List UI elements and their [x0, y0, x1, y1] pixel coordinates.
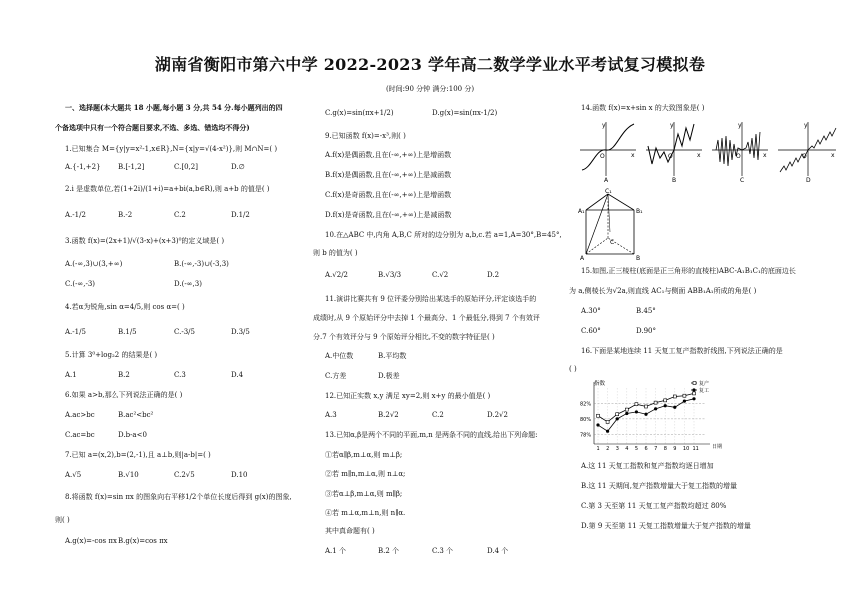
q5-option-d[interactable]: D.4	[231, 371, 244, 379]
q10-option-c[interactable]: C.√2	[432, 271, 449, 279]
graph-a-x-label: x	[631, 152, 635, 159]
prism-label-a: A	[580, 255, 585, 262]
legend-label-fuchan: 复产	[699, 381, 710, 387]
q3-option-c[interactable]: C.(-∞,-3)	[65, 280, 96, 288]
graph-d-x-label: x	[831, 152, 835, 159]
q1-option-c[interactable]: C.[0,2]	[174, 163, 198, 171]
data-point-fuchan	[616, 413, 619, 416]
q15-option-c[interactable]: C.60°	[581, 327, 601, 335]
prism-label-c: C	[610, 239, 615, 246]
q1-option-a[interactable]: A.{-1,+2}	[65, 163, 101, 171]
data-point-fugong	[692, 397, 695, 400]
q14-graphs	[578, 118, 840, 184]
graph-c-label: C	[740, 177, 745, 184]
data-point-fugong	[606, 430, 609, 433]
q12-option-a[interactable]: A.3	[325, 411, 337, 419]
question-14: 14.函数 f(x)=x+sin x 的大致图象是( )	[581, 104, 705, 112]
graph-b-x-label: x	[697, 152, 701, 159]
data-point-fuchan	[693, 392, 696, 395]
data-point-fugong	[683, 400, 686, 403]
q9-option-d[interactable]: D.f(x)是奇函数,且在(-∞,+∞)上是减函数	[325, 211, 452, 219]
data-point-fugong	[673, 406, 676, 409]
question-10-cont: 则 b 的值为( )	[313, 249, 358, 257]
graph-b-origin: O	[668, 153, 673, 160]
data-point-fuchan	[683, 394, 686, 397]
question-7: 7.已知 a=(x,2),b=(2,-1),且 a⊥b,则|a-b|=( )	[65, 451, 211, 459]
graph-d-label: D	[806, 177, 811, 184]
question-5: 5.计算 3⁰+log₂2 的结果是( )	[65, 351, 158, 359]
page-title: 湖南省衡阳市第六中学 2022-2023 学年高二数学学业水平考试复习模拟卷	[154, 55, 706, 74]
q12-option-c[interactable]: C.2	[432, 411, 444, 419]
q14-graph-a	[580, 122, 636, 184]
chart-x-title: 日期	[712, 444, 723, 450]
data-point-fuchan	[597, 414, 600, 417]
q8-option-b[interactable]: B.g(x)=cos πx	[118, 537, 168, 545]
q5-option-a[interactable]: A.1	[65, 371, 77, 379]
q13-option-b[interactable]: B.2 个	[378, 547, 400, 555]
q13-prop-3: ③若α⊥β,m⊥α,则 m∥β;	[325, 490, 403, 498]
q13-prop-2: ②若 m∥n,m⊥α,则 n⊥α;	[325, 470, 406, 478]
data-point-fugong	[654, 407, 657, 410]
q10-option-b[interactable]: B.√3/3	[378, 271, 402, 279]
q15-prism-figure	[578, 188, 658, 262]
x-tick-label: 7	[654, 446, 658, 452]
q7-option-a[interactable]: A.√5	[65, 471, 82, 479]
q11-option-c[interactable]: C.方差	[325, 372, 347, 380]
q12-option-d[interactable]: D.2√2	[487, 411, 508, 419]
q1-option-b[interactable]: B.[-1,2]	[118, 163, 145, 171]
y-tick-label: 82%	[580, 401, 592, 408]
x-tick-label: 6	[644, 446, 648, 452]
data-point-fuchan	[673, 395, 676, 398]
question-16: 16.下面是某地连续 11 天复工复产指数折线图,下列说法正确的是	[581, 347, 783, 355]
x-tick-label: 9	[673, 446, 677, 452]
graph-a-y-label: y	[602, 122, 606, 129]
q8-option-a[interactable]: A.g(x)=-cos πx	[65, 537, 117, 545]
q12-option-b[interactable]: B.2√2	[378, 411, 399, 419]
q6-option-d[interactable]: D.b-a<0	[118, 431, 147, 439]
section-heading-cont: 个备选项中只有一个符合题目要求,不选、多选、错选均不得分)	[55, 123, 250, 132]
question-6: 6.如果 a>b,那么下列说法正确的是( )	[65, 391, 183, 399]
data-point-fugong	[644, 413, 647, 416]
question-13-cont: 其中真命题有( )	[325, 527, 375, 535]
q16-option-c[interactable]: C.第 3 天至第 11 天复工复产指数均超过 80%	[581, 502, 727, 510]
data-point-fugong	[625, 412, 628, 415]
q16-line-chart	[578, 376, 728, 454]
question-15: 15.如图,正三棱柱(底面是正三角形的直棱柱)ABC-A₁B₁C₁的底面边长	[581, 267, 796, 275]
data-point-fuchan	[606, 420, 609, 423]
q11-option-d[interactable]: D.极差	[378, 372, 400, 380]
prism-label-a1: A₁	[578, 208, 585, 215]
graph-a-origin: O	[600, 153, 605, 160]
data-point-fuchan	[654, 401, 657, 404]
q14-graph-b	[646, 122, 702, 184]
q11-option-a[interactable]: A.中位数	[325, 352, 354, 360]
q3-option-a[interactable]: A.(-∞,3)∪(3,+∞)	[65, 260, 123, 268]
graph-b-label: B	[672, 177, 677, 184]
q2-option-b[interactable]: B.-2	[118, 211, 133, 219]
question-10: 10.在△ABC 中,内角 A,B,C 所对的边分别为 a,b,c.若 a=1,A=30°,B=45°,	[325, 231, 562, 239]
q3-option-b[interactable]: B.(-∞,-3)∪(-3,3)	[174, 260, 229, 268]
data-point-fugong	[616, 417, 619, 420]
q6-option-a[interactable]: A.ac>bc	[65, 411, 95, 419]
q5-option-b[interactable]: B.2	[118, 371, 130, 379]
x-tick-label: 8	[663, 446, 667, 452]
x-tick-label: 4	[625, 446, 629, 452]
question-1: 1.已知集合 M={y|y=x²-1,x∈R},N={x|y=√(4-x²)},则 M∩N=( )	[65, 145, 278, 153]
question-12: 12.已知正实数 x,y 满足 xy=2,则 x+y 的最小值是( )	[325, 392, 491, 400]
q2-option-d[interactable]: D.1/2	[231, 211, 250, 219]
question-11-cont: 成绩时,从 9 个原始评分中去掉 1 个最高分、1 个最低分,得到 7 个有效评	[313, 314, 540, 322]
q3-option-d[interactable]: D.(-∞,3)	[174, 280, 202, 288]
data-point-fugong	[596, 423, 599, 426]
q16-option-b[interactable]: B.这 11 天期间,复产指数增量大于复工指数的增量	[581, 482, 737, 490]
data-point-fuchan	[664, 399, 667, 402]
q15-option-b[interactable]: B.45°	[636, 307, 656, 315]
question-9: 9.已知函数 f(x)=-x³,则( )	[325, 132, 406, 140]
x-tick-label: 3	[615, 446, 619, 452]
q5-option-c[interactable]: C.3	[174, 371, 186, 379]
q14-graph-d	[778, 122, 836, 184]
question-16-cont: ( )	[569, 365, 577, 373]
q7-option-d[interactable]: D.10	[231, 471, 248, 479]
y-tick-label: 80%	[580, 416, 592, 423]
chart-y-title: 指数	[594, 381, 606, 387]
exam-info: (时间:90 分钟 满分:100 分)	[385, 85, 475, 93]
graph-d-y-label: y	[804, 122, 808, 129]
question-15-cont: 为 a,侧棱长为√2a,则直线 AC₁与侧面 ABB₁A₁所成的角是( )	[569, 287, 757, 295]
q7-option-b[interactable]: B.√10	[118, 471, 139, 479]
q6-option-c[interactable]: C.ac=bc	[65, 431, 95, 439]
q15-option-a[interactable]: A.30°	[581, 307, 601, 315]
data-point-fuchan	[635, 403, 638, 406]
question-8: 8.将函数 f(x)=sin πx 的图象向右平移1/2个单位长度后得到 g(x)的图象,	[65, 493, 292, 501]
q4-option-b[interactable]: B.1/5	[118, 328, 137, 336]
q4-option-d[interactable]: D.3/5	[231, 328, 250, 336]
q13-option-c[interactable]: C.3 个	[432, 547, 454, 555]
question-2: 2.i 是虚数单位,若(1+2i)/(1+i)=a+bi(a,b∈R),则 a+b 的值是( )	[65, 185, 270, 193]
q10-option-d[interactable]: D.2	[487, 271, 500, 279]
data-point-fuchan	[625, 408, 628, 411]
x-tick-label: 11	[692, 446, 699, 452]
question-11: 11.演讲比赛共有 9 位评委分别给出某选手的原始评分,评定该选手的	[325, 295, 537, 303]
q6-option-b[interactable]: B.ac²<bc²	[118, 411, 154, 419]
x-tick-label: 1	[596, 446, 600, 452]
q2-option-c[interactable]: C.2	[174, 211, 186, 219]
x-tick-label: 2	[606, 446, 610, 452]
data-point-fuchan	[645, 405, 648, 408]
q9-option-b[interactable]: B.f(x)是偶函数,且在(-∞,+∞)上是减函数	[325, 171, 452, 179]
question-13: 13.已知α,β是两个不同的平面,m,n 是两条不同的直线,给出下列命题:	[325, 431, 538, 439]
graph-c-origin: O	[736, 153, 741, 160]
q15-option-d[interactable]: D.90°	[636, 327, 656, 335]
graph-d-origin: O	[802, 153, 807, 160]
question-11-cont2: 分.7 个有效评分与 9 个原始评分相比,不变的数字特征是( )	[313, 333, 495, 341]
q4-option-c[interactable]: C.-3/5	[174, 328, 195, 336]
q9-option-c[interactable]: C.f(x)是奇函数,且在(-∞,+∞)上是增函数	[325, 191, 452, 199]
q13-prop-4: ④若 m⊥α,m⊥n,则 n∥α.	[325, 509, 406, 517]
q14-graph-c	[712, 122, 768, 184]
q13-prop-1: ①若α∥β,m⊥α,则 m⊥β;	[325, 451, 403, 459]
prism-label-b1: B₁	[636, 208, 643, 215]
legend-label-fugong: 复工	[699, 388, 710, 394]
q11-option-b[interactable]: B.平均数	[378, 352, 407, 360]
x-tick-label: 5	[634, 446, 639, 452]
question-3: 3.函数 f(x)=(2x+1)/√(3-x)+(x+3)⁰的定义域是( )	[65, 237, 225, 245]
graph-c-x-label: x	[763, 152, 767, 159]
data-point-fugong	[664, 404, 667, 407]
q10-option-a[interactable]: A.√2/2	[325, 271, 349, 279]
q13-option-d[interactable]: D.4 个	[487, 547, 509, 555]
q2-option-a[interactable]: A.-1/2	[65, 211, 86, 219]
q8-option-d[interactable]: D.g(x)=sin(πx-1/2)	[432, 109, 498, 117]
graph-a-label: A	[604, 177, 609, 184]
q1-option-d[interactable]: D.∅	[231, 163, 245, 171]
q7-option-c[interactable]: C.2√5	[174, 471, 195, 479]
prism-label-c1: C₁	[605, 188, 612, 195]
y-tick-label: 78%	[580, 432, 592, 439]
q16-option-d[interactable]: D.第 9 天至第 11 天复工指数增量大于复产指数的增量	[581, 522, 751, 530]
q4-option-a[interactable]: A.-1/5	[65, 328, 86, 336]
q8-option-c[interactable]: C.g(x)=sin(πx+1/2)	[325, 109, 394, 117]
section-heading: 一、选择题(本大题共 18 小题,每小题 3 分,共 54 分.每小题列出的四	[65, 103, 283, 112]
question-4: 4.若α为锐角,sin α=4/5,则 cos α=( )	[65, 303, 185, 311]
q9-option-a[interactable]: A.f(x)是偶函数,且在(-∞,+∞)上是增函数	[325, 151, 452, 159]
graph-b-y-label: y	[670, 122, 674, 129]
q16-option-a[interactable]: A.这 11 天复工指数和复产指数均逐日增加	[581, 462, 714, 470]
question-8-cont: 则( )	[55, 516, 70, 524]
q13-option-a[interactable]: A.1 个	[325, 547, 346, 555]
x-tick-label: 10	[682, 446, 690, 452]
prism-label-b: B	[636, 255, 641, 262]
graph-c-y-label: y	[738, 122, 742, 129]
data-point-fugong	[635, 410, 638, 413]
